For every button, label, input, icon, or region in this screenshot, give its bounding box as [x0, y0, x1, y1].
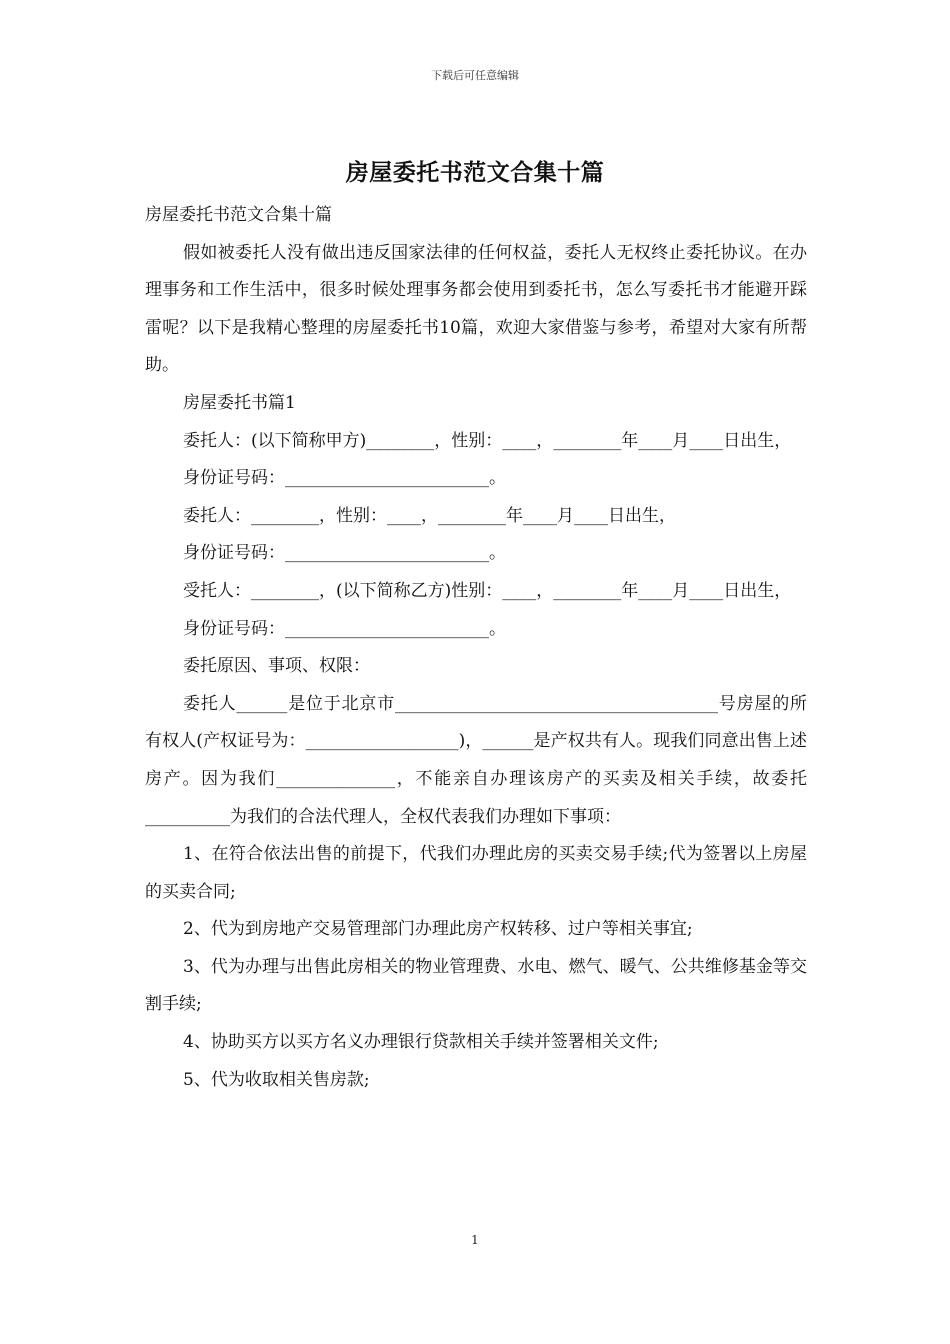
intro-paragraph: 假如被委托人没有做出违反国家法律的任何权益，委托人无权终止委托协议。在办理事务和工作生活中，很多时候处理事务都会使用到委托书，怎么写委托书才能避开踩雷呢？以下是我精心整理的房屋委托书10篇，欢迎大家借鉴与参考，希望对大家有所帮助。 [145, 242, 807, 376]
header-note: 下载后可任意编辑 [431, 69, 519, 82]
document-subtitle: 房屋委托书范文合集十篇 [145, 205, 332, 225]
principal-1-id-line: 身份证号码：________________________。 [183, 468, 506, 489]
item-5: 5、代为收取相关售房款; [183, 1069, 370, 1090]
document-title: 房屋委托书范文合集十篇 [345, 159, 605, 186]
item-1: 1、在符合依法出售的前提下，代我们办理此房的买卖交易手续;代为签署以上房屋的买卖合同; [145, 844, 807, 902]
page-number: 1 [471, 1233, 479, 1247]
agent-line: 受托人：________，(以下简称乙方)性别：____，________年____月____日出生， [183, 580, 792, 601]
document-body [145, 197, 807, 1099]
item-2: 2、代为到房地产交易管理部门办理此房产权转移、过户等相关事宜; [183, 919, 693, 940]
principal-2-line: 委托人：________，性别：____，________年____月____日出生， [183, 505, 676, 526]
item-4: 4、协助买方以买方名义办理银行贷款相关手续并签署相关文件; [183, 1032, 659, 1053]
entrust-scope-heading: 委托原因、事项、权限： [183, 656, 370, 677]
principal-2-id-line: 身份证号码：________________________。 [183, 543, 506, 564]
entrust-description: 委托人______是位于北京市______________________________________号房屋的所有权人(产权证号为：__________________)，______是产权共有人。现我们同意出售上述房产。因为我们______________，不能亲自办理该房产的买卖及相关手续，故委托__________为我们的合法代理人，全权代表我们办理如下事项： [145, 693, 807, 827]
section-heading: 房屋委托书篇1 [183, 392, 296, 413]
principal-1-line: 委托人：(以下简称甲方)________，性别：____，________年____月____日出生， [183, 430, 792, 451]
agent-id-line: 身份证号码：________________________。 [183, 618, 506, 639]
item-3: 3、代为办理与出售此房相关的物业管理费、水电、燃气、暖气、公共维修基金等交割手续; [145, 956, 807, 1015]
